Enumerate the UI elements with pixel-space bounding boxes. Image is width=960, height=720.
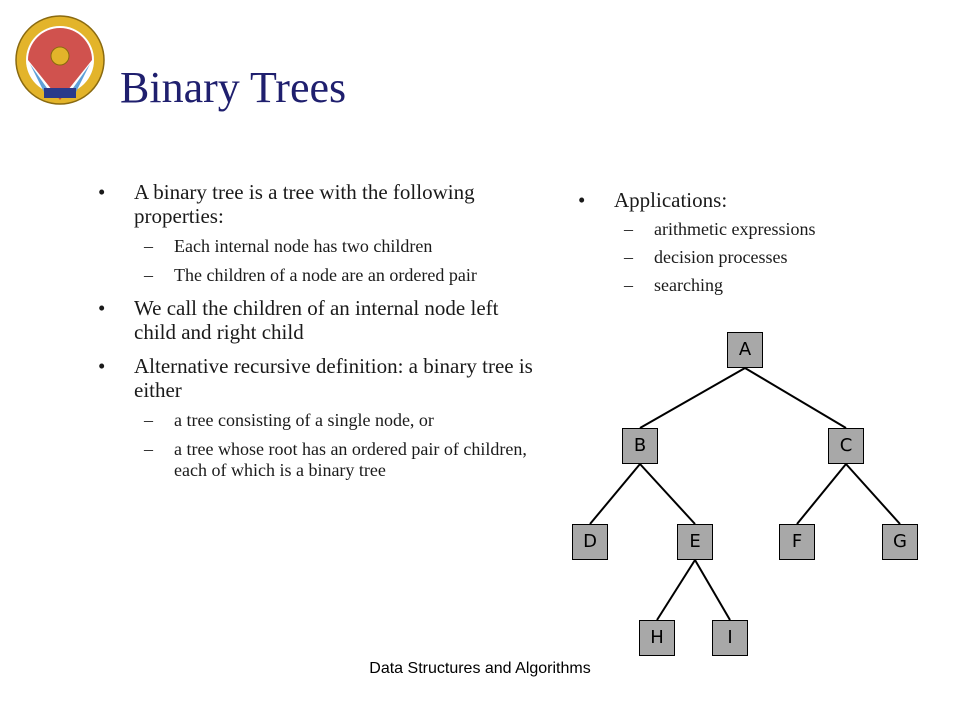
sub-bullet-item [614, 219, 908, 240]
sub-bullet-text: a tree whose root has an ordered pair of children, each of which is a binary tree [174, 439, 527, 480]
tree-edge-b-d [590, 464, 640, 524]
slide-footer: Data Structures and Algorithms [369, 660, 591, 677]
sub-bullet-text: a tree consisting of a single node, or [174, 410, 434, 430]
tree-edge-c-f [797, 464, 846, 524]
tree-node-g: G [882, 524, 918, 560]
dash-glyph: – [624, 219, 633, 239]
tree-edge-e-h [657, 560, 695, 620]
tree-node-b: B [622, 428, 658, 464]
bullet-glyph: • [98, 180, 106, 204]
bullet-text: We call the children of an internal node left child and right child [134, 296, 499, 344]
tree-edge-a-c [745, 368, 846, 428]
dash-glyph: – [144, 265, 153, 285]
tree-node-d: D [572, 524, 608, 560]
bullet-item [98, 296, 538, 344]
tree-node-i: I [712, 620, 748, 656]
sub-bullet-text: The children of a node are an ordered pair [174, 265, 477, 285]
bullet-item [578, 188, 908, 296]
tree-node-c: C [828, 428, 864, 464]
sub-bullet-item [134, 410, 538, 431]
binary-tree-diagram [560, 320, 940, 660]
sub-bullet-text: Each internal node has two children [174, 236, 433, 256]
bullet-glyph: • [98, 296, 106, 320]
tree-node-e: E [677, 524, 713, 560]
sub-bullet-item [134, 439, 538, 481]
bullet-text: Alternative recursive definition: a binary tree is either [134, 354, 533, 402]
sub-bullet-item [134, 236, 538, 257]
sub-bullet-item [134, 265, 538, 286]
sub-bullet-text: searching [654, 275, 723, 295]
dash-glyph: – [624, 247, 633, 267]
dash-glyph: – [144, 410, 153, 430]
bullet-glyph: • [98, 354, 106, 378]
tree-edges [560, 320, 940, 660]
tree-edge-e-i [695, 560, 730, 620]
slide-title: Binary Trees [120, 63, 347, 112]
left-column [98, 180, 538, 491]
sub-bullet-text: arithmetic expressions [654, 219, 816, 239]
tree-node-h: H [639, 620, 675, 656]
tree-node-a: A [727, 332, 763, 368]
right-column [578, 188, 908, 306]
dash-glyph: – [624, 275, 633, 295]
tree-edge-b-e [640, 464, 695, 524]
bullet-item [98, 354, 538, 481]
tree-node-f: F [779, 524, 815, 560]
sub-bullet-item [614, 275, 908, 296]
bullet-text: A binary tree is a tree with the following properties: [134, 180, 475, 228]
institute-logo [14, 14, 106, 106]
tree-edge-a-b [640, 368, 745, 428]
tree-edge-c-g [846, 464, 900, 524]
bullet-glyph: • [578, 188, 586, 212]
sub-bullet-text: decision processes [654, 247, 788, 267]
dash-glyph: – [144, 236, 153, 256]
bullet-text: Applications: [614, 188, 728, 212]
dash-glyph: – [144, 439, 153, 459]
sub-bullet-item [614, 247, 908, 268]
bullet-item [98, 180, 538, 286]
